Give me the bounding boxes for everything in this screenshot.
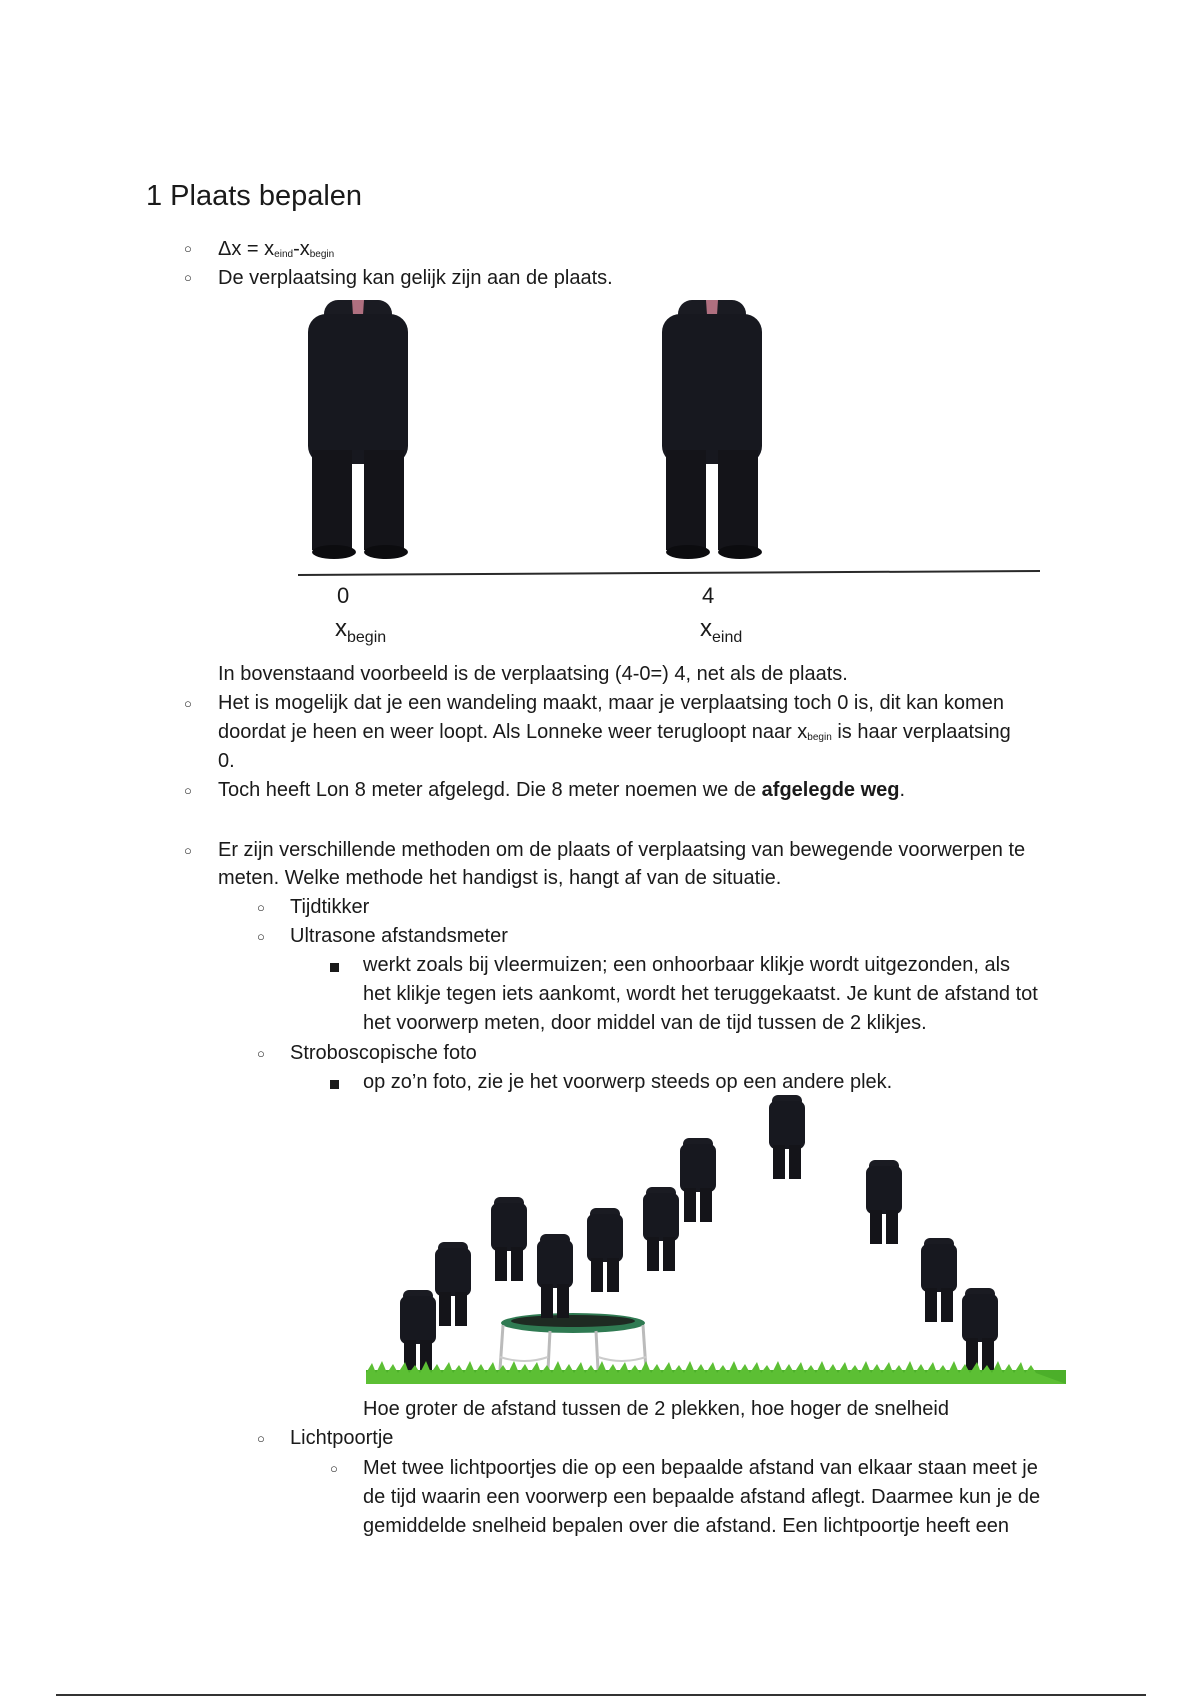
term-afgelegde-weg: afgelegde weg bbox=[761, 779, 900, 801]
standing-figures-illustration bbox=[290, 295, 1070, 580]
formula-line: $\Delta x = x_{eind}-x_{begin}$ bbox=[218, 238, 335, 260]
label-x-eind: $x_{eind}$ bbox=[700, 615, 743, 646]
hollow-bullet-icon: ○ bbox=[184, 270, 192, 285]
ultrasoon-line-1: werkt zoals bij vleermuizen; een onhoorbaar klikje wordt uitgezonden, als bbox=[363, 954, 1011, 976]
hollow-bullet-icon: ○ bbox=[184, 843, 192, 858]
lichtpoortje-line-2: de tijd waarin een voorwerp een bepaalde afstand aflegt. Daarmee kun je de bbox=[363, 1486, 1041, 1508]
hollow-bullet-icon: ○ bbox=[257, 1046, 265, 1061]
hollow-bullet-icon: ○ bbox=[257, 929, 265, 944]
methods-line-1: Er zijn verschillende methoden om de plaats of verplaatsing van bewegende voorwerpen te bbox=[218, 839, 1026, 861]
hollow-bullet-icon: ○ bbox=[184, 696, 192, 711]
method-stroboscoop: Stroboscopische foto bbox=[290, 1042, 477, 1064]
ultrasoon-line-3: het voorwerp meten, door middel van de tijd tussen de 2 klikjes. bbox=[363, 1012, 927, 1034]
hollow-bullet-icon: ○ bbox=[330, 1461, 338, 1476]
lichtpoortje-line-1: Met twee lichtpoortjes die op een bepaalde afstand van elkaar staan meet je bbox=[363, 1457, 1038, 1479]
walk-line-2: doordat je heen en weer loopt. Als Lonneke weer terugloopt naar $x_{begin}$ is haar verplaatsing bbox=[218, 721, 1011, 743]
stroboscopic-photo-illustration bbox=[360, 1095, 1080, 1395]
methods-line-2: meten. Welke methode het handigst is, hangt af van de situatie. bbox=[218, 867, 782, 889]
method-tijdtikker: Tijdtikker bbox=[290, 896, 370, 918]
hollow-bullet-icon: ○ bbox=[184, 241, 192, 256]
axis-mark-four: 4 bbox=[702, 583, 715, 608]
square-bullet-icon bbox=[330, 1080, 339, 1089]
page-bottom-rule bbox=[56, 1694, 1146, 1696]
section-title: 1 Plaats bepalen bbox=[146, 180, 363, 212]
walk-line-3: 0. bbox=[218, 750, 235, 772]
axis-mark-zero: 0 bbox=[337, 583, 350, 608]
stroboscoop-line-1: op zo’n foto, zie je het voorwerp steeds op een andere plek. bbox=[363, 1071, 893, 1093]
distance-traveled-line: Toch heeft Lon 8 meter afgelegd. Die 8 meter noemen we de afgelegde weg. bbox=[218, 779, 906, 801]
walk-line-1: Het is mogelijk dat je een wandeling maakt, maar je verplaatsing toch 0 is, dit kan komen bbox=[218, 692, 1004, 714]
hollow-bullet-icon: ○ bbox=[184, 783, 192, 798]
hollow-bullet-icon: ○ bbox=[257, 900, 265, 915]
hollow-bullet-icon: ○ bbox=[257, 1431, 265, 1446]
lichtpoortje-line-3: gemiddelde snelheid bepalen over die afstand. Een lichtpoortje heeft een bbox=[363, 1515, 1010, 1537]
method-ultrasoon: Ultrasone afstandsmeter bbox=[290, 925, 508, 947]
strobo-caption: Hoe groter de afstand tussen de 2 plekken, hoe hoger de snelheid bbox=[363, 1398, 949, 1420]
label-x-begin: $x_{begin}$ bbox=[335, 615, 387, 646]
bullet-displacement: De verplaatsing kan gelijk zijn aan de plaats. bbox=[218, 267, 613, 289]
ultrasoon-line-2: het klikje tegen iets aankomt, wordt het teruggekaatst. Je kunt de afstand tot bbox=[363, 983, 1038, 1005]
method-lichtpoortje: Lichtpoortje bbox=[290, 1427, 394, 1449]
square-bullet-icon bbox=[330, 963, 339, 972]
example-text: In bovenstaand voorbeeld is de verplaatsing (4-0=) 4, net als de plaats. bbox=[218, 663, 848, 685]
